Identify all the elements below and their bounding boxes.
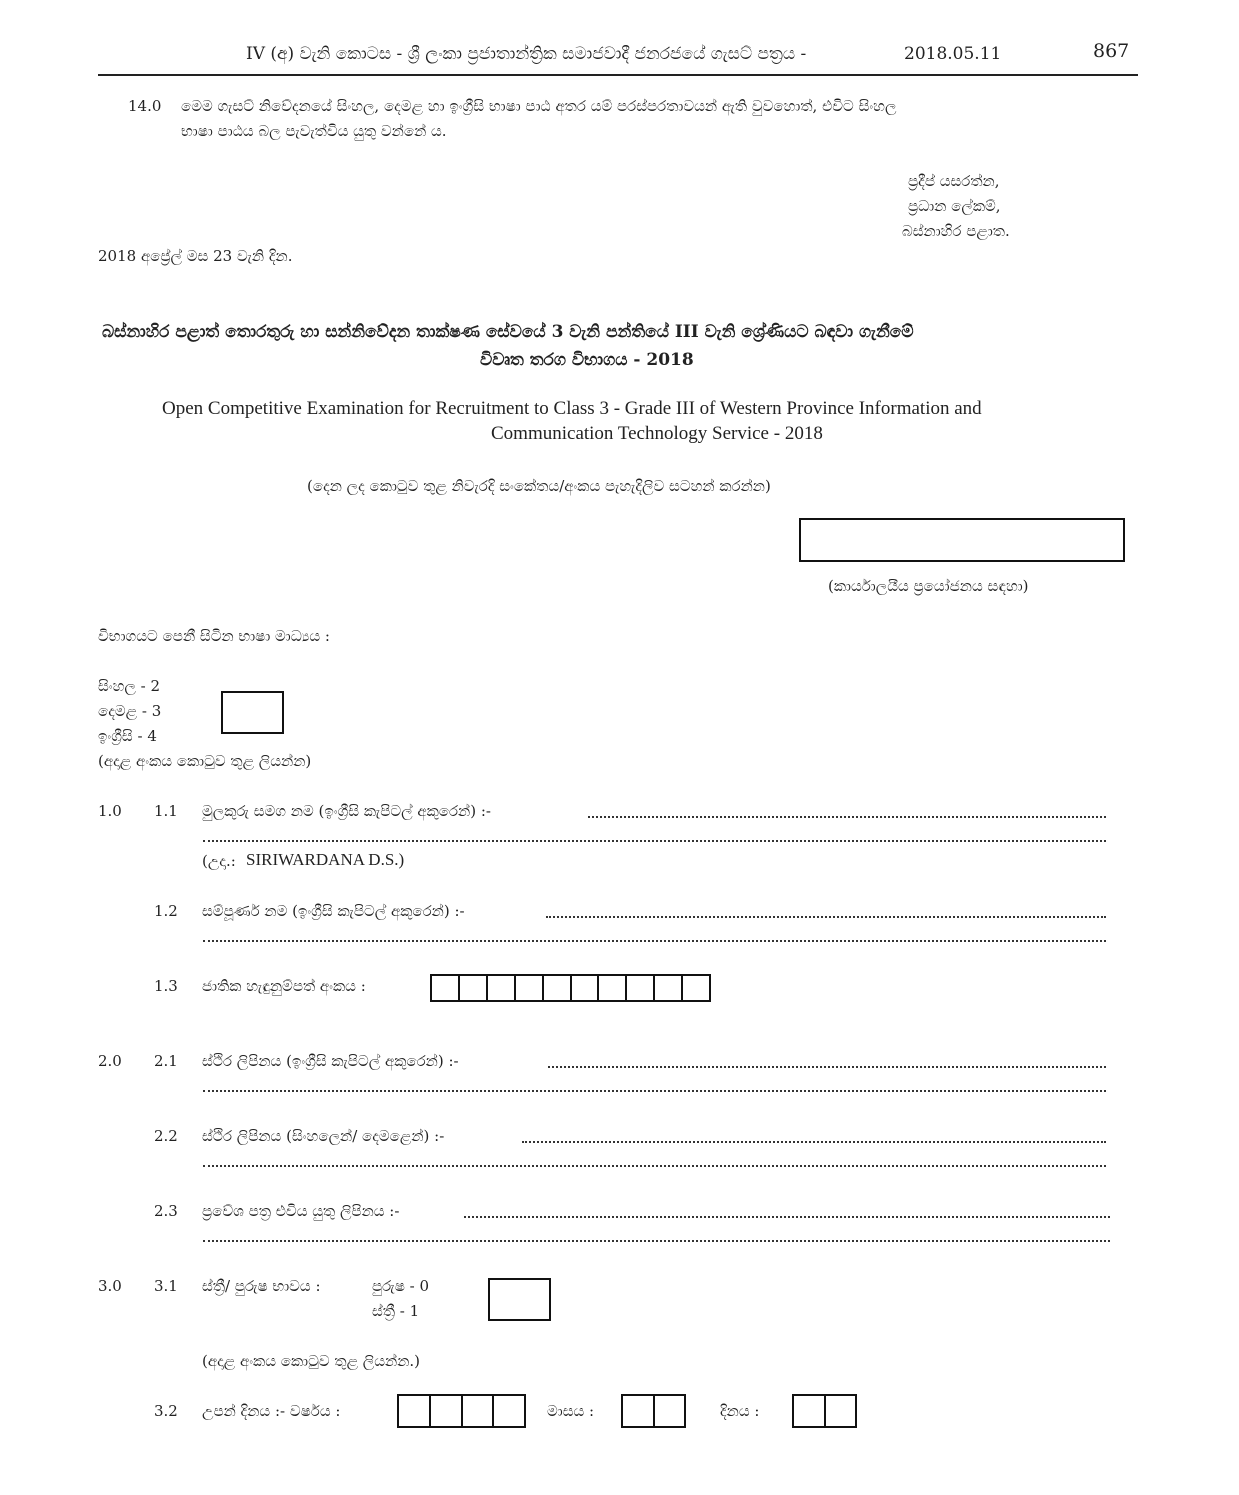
signatory-name: ප්‍රදීප් යසරත්න, (908, 172, 1000, 190)
nic-number-boxes[interactable] (430, 974, 711, 1002)
field-2-3-number: 2.3 (154, 1202, 178, 1220)
field-1-2-number: 1.2 (154, 902, 178, 920)
field-1-2-input-line1[interactable] (546, 916, 1106, 918)
birth-month-boxes[interactable] (621, 1394, 686, 1428)
birth-year-label: උපන් දිනය :- වර්ෂය : (202, 1402, 341, 1420)
field-1-3-number: 1.3 (154, 977, 178, 995)
nic-cell[interactable] (516, 976, 544, 1000)
nic-cell[interactable] (599, 976, 627, 1000)
field-1-1-input-line2[interactable] (203, 840, 1106, 842)
field-1-1-input-line1[interactable] (588, 816, 1106, 818)
gender-option-female: ස්ත්‍රී - 1 (372, 1302, 420, 1320)
clause-text-line1: මෙම ගැසට් නිවේදනයේ සිංහල, දෙමළ හා ඉංග්‍රීසි භාෂා පාඨ අතර යම් පරස්පරතාවයන් ඇති වුවහොත්, එවිට සිංහල (181, 97, 897, 115)
birth-month-label: මාසය : (547, 1402, 595, 1420)
day-cell[interactable] (794, 1396, 826, 1426)
field-2-3-input-line2[interactable] (203, 1240, 1110, 1242)
exam-title-sinhala-line2: විවෘත තරග විභාගය - 2018 (480, 350, 694, 370)
exam-title-english-line1: Open Competitive Examination for Recruitment to Class 3 - Grade III of Western Province Information and (162, 398, 982, 419)
field-1-2-input-line2[interactable] (203, 940, 1106, 942)
year-cell[interactable] (463, 1396, 495, 1426)
language-option-english: ඉංග්‍රීසි - 4 (98, 727, 157, 745)
field-2-1-input-line1[interactable] (548, 1066, 1106, 1068)
gazette-date: 2018.05.11 (904, 44, 1002, 64)
nic-cell[interactable] (460, 976, 488, 1000)
exam-title-sinhala-line1: බස්නාහිර පළාත් තොරතුරු හා සන්නිවේදන තාක්ෂණ සේවයේ 3 වැනි පන්තියේ III වැනි ශ්‍රේණියට බඳවා ගැනීමේ (102, 322, 914, 342)
gender-box[interactable] (488, 1278, 551, 1321)
nic-cell[interactable] (544, 976, 572, 1000)
instruction-text: (දෙන ලද කොටුව තුළ නිවැරදි සංකේතය/අංකය පැහැදිලිව සටහන් කරන්න) (307, 477, 771, 495)
field-1-1-number: 1.1 (154, 802, 178, 820)
field-1-3-label: ජාතික හැඳුනුම්පත් අංකය : (202, 977, 366, 995)
year-cell[interactable] (494, 1396, 524, 1426)
gender-option-male: පුරුෂ - 0 (372, 1277, 429, 1295)
month-cell[interactable] (623, 1396, 655, 1426)
birth-day-label: දිනය : (720, 1402, 760, 1420)
section-3-number: 3.0 (98, 1277, 122, 1295)
header-rule (98, 74, 1138, 76)
field-1-1-label: මුලකුරු සමග නම (ඉංග්‍රීසි කැපිටල් අකුරෙන්) :- (202, 802, 491, 820)
field-3-2-number: 3.2 (154, 1402, 178, 1420)
language-option-tamil: දෙමළ - 3 (98, 702, 162, 720)
office-use-label: (කාර්යාලයීය ප්‍රයෝජනය සඳහා) (828, 577, 1029, 595)
page-number: 867 (1093, 40, 1130, 62)
issue-date: 2018 අප්‍රේල් මස 23 වැනි දින. (98, 247, 293, 265)
field-1-1-example-prefix: (උදා.: (202, 852, 236, 870)
field-3-1-number: 3.1 (154, 1277, 178, 1295)
field-2-3-label: ප්‍රවේශ පත්‍ර එවිය යුතු ලිපිනය :- (202, 1202, 400, 1220)
signatory-title: ප්‍රධාන ලේකම්, (908, 197, 1001, 215)
birth-day-boxes[interactable] (792, 1394, 857, 1428)
field-2-2-input-line2[interactable] (203, 1165, 1106, 1167)
nic-cell[interactable] (627, 976, 655, 1000)
clause-number: 14.0 (128, 97, 162, 115)
field-2-2-number: 2.2 (154, 1127, 178, 1145)
gender-note: (අදාළ අංකය කොටුව තුළ ලියන්න.) (202, 1352, 421, 1370)
field-2-2-input-line1[interactable] (522, 1141, 1106, 1143)
field-2-3-input-line1[interactable] (464, 1216, 1110, 1218)
nic-cell[interactable] (655, 976, 683, 1000)
office-use-box[interactable] (799, 518, 1125, 562)
birth-year-boxes[interactable] (397, 1394, 526, 1428)
language-option-sinhala: සිංහල - 2 (98, 677, 160, 695)
clause-text-line2: භාෂා පාඨය බල පැවැත්විය යුතු වන්නේ ය. (181, 122, 447, 140)
gazette-header: IV (අ) වැනි කොටස - ශ්‍රී ලංකා ප්‍රජාතාන්ත්‍රික සමාජවාදී ජනරජයේ ගැසට් පත්‍රය - (246, 44, 807, 64)
field-1-2-label: සම්පූර්ණ නම (ඉංග්‍රීසි කැපිටල් අකුරෙන්) :- (202, 902, 465, 920)
nic-cell[interactable] (432, 976, 460, 1000)
month-cell[interactable] (655, 1396, 685, 1426)
nic-cell[interactable] (683, 976, 709, 1000)
language-medium-label: විභාගයට පෙනී සිටින භාෂා මාධ්‍යය : (98, 627, 330, 645)
section-2-number: 2.0 (98, 1052, 122, 1070)
language-medium-box[interactable] (221, 691, 284, 734)
nic-cell[interactable] (488, 976, 516, 1000)
year-cell[interactable] (399, 1396, 431, 1426)
day-cell[interactable] (826, 1396, 856, 1426)
exam-title-english-line2: Communication Technology Service - 2018 (491, 423, 823, 444)
field-2-1-number: 2.1 (154, 1052, 178, 1070)
section-1-number: 1.0 (98, 802, 122, 820)
field-2-2-label: ස්ථිර ලිපිනය (සිංහලෙන්/ දෙමළෙන්) :- (202, 1127, 445, 1145)
field-2-1-label: ස්ථිර ලිපිනය (ඉංග්‍රීසි කැපිටල් අකුරෙන්) :- (202, 1052, 459, 1070)
field-1-1-example: SIRIWARDANA D.S.) (246, 850, 405, 869)
year-cell[interactable] (431, 1396, 463, 1426)
language-medium-note: (අදාළ අංකය කොටුව තුළ ලියන්න) (98, 752, 312, 770)
field-3-1-label: ස්ත්‍රී/ පුරුෂ භාවය : (202, 1277, 321, 1295)
nic-cell[interactable] (572, 976, 600, 1000)
signatory-office: බස්නාහිර පළාත. (902, 222, 1010, 240)
field-2-1-input-line2[interactable] (203, 1090, 1106, 1092)
